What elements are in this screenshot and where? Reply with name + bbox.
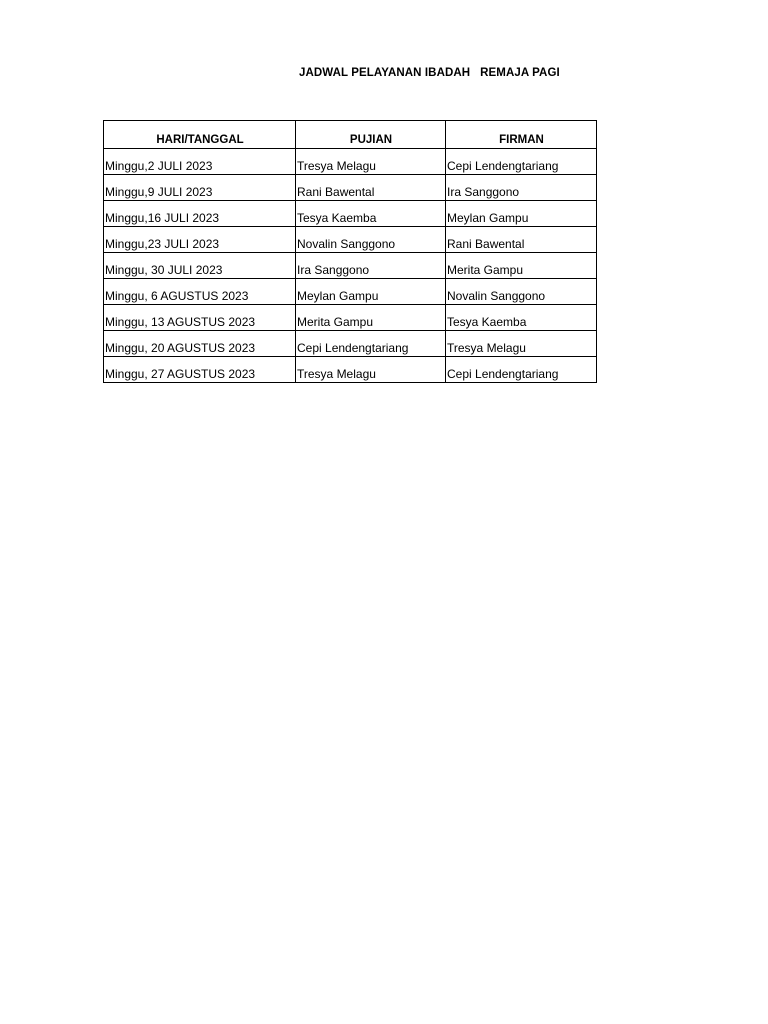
date-cell: Minggu, 13 AGUSTUS 2023: [104, 305, 296, 331]
pujian-cell: Ira Sanggono: [296, 253, 446, 279]
table-header-row: [104, 121, 597, 149]
firman-cell: Novalin Sanggono: [446, 279, 597, 305]
pujian-cell: Merita Gampu: [296, 305, 446, 331]
table-row: [104, 149, 597, 175]
table-row: [104, 227, 597, 253]
date-cell: Minggu, 27 AGUSTUS 2023: [104, 357, 296, 383]
date-cell: Minggu,23 JULI 2023: [104, 227, 296, 253]
date-cell: Minggu, 6 AGUSTUS 2023: [104, 279, 296, 305]
date-cell: Minggu,16 JULI 2023: [104, 201, 296, 227]
column-header-pujian: PUJIAN: [296, 121, 446, 149]
table-row: [104, 331, 597, 357]
firman-cell: Cepi Lendengtariang: [446, 357, 597, 383]
firman-cell: Merita Gampu: [446, 253, 597, 279]
firman-cell: Cepi Lendengtariang: [446, 149, 597, 175]
table-row: [104, 279, 597, 305]
pujian-cell: Tesya Kaemba: [296, 201, 446, 227]
firman-cell: Tesya Kaemba: [446, 305, 597, 331]
schedule-table: [103, 120, 597, 383]
document-title: JADWAL PELAYANAN IBADAH REMAJA PAGI: [299, 67, 560, 79]
column-header-firman: FIRMAN: [446, 121, 597, 149]
column-header-date: HARI/TANGGAL: [104, 121, 296, 149]
date-cell: Minggu,9 JULI 2023: [104, 175, 296, 201]
pujian-cell: Tresya Melagu: [296, 149, 446, 175]
date-cell: Minggu,2 JULI 2023: [104, 149, 296, 175]
firman-cell: Ira Sanggono: [446, 175, 597, 201]
firman-cell: Tresya Melagu: [446, 331, 597, 357]
date-cell: Minggu, 30 JULI 2023: [104, 253, 296, 279]
table-row: [104, 305, 597, 331]
pujian-cell: Tresya Melagu: [296, 357, 446, 383]
firman-cell: Rani Bawental: [446, 227, 597, 253]
table-row: [104, 201, 597, 227]
pujian-cell: Meylan Gampu: [296, 279, 446, 305]
date-cell: Minggu, 20 AGUSTUS 2023: [104, 331, 296, 357]
pujian-cell: Novalin Sanggono: [296, 227, 446, 253]
pujian-cell: Cepi Lendengtariang: [296, 331, 446, 357]
firman-cell: Meylan Gampu: [446, 201, 597, 227]
table-row: [104, 357, 597, 383]
table-row: [104, 175, 597, 201]
table-row: [104, 253, 597, 279]
pujian-cell: Rani Bawental: [296, 175, 446, 201]
